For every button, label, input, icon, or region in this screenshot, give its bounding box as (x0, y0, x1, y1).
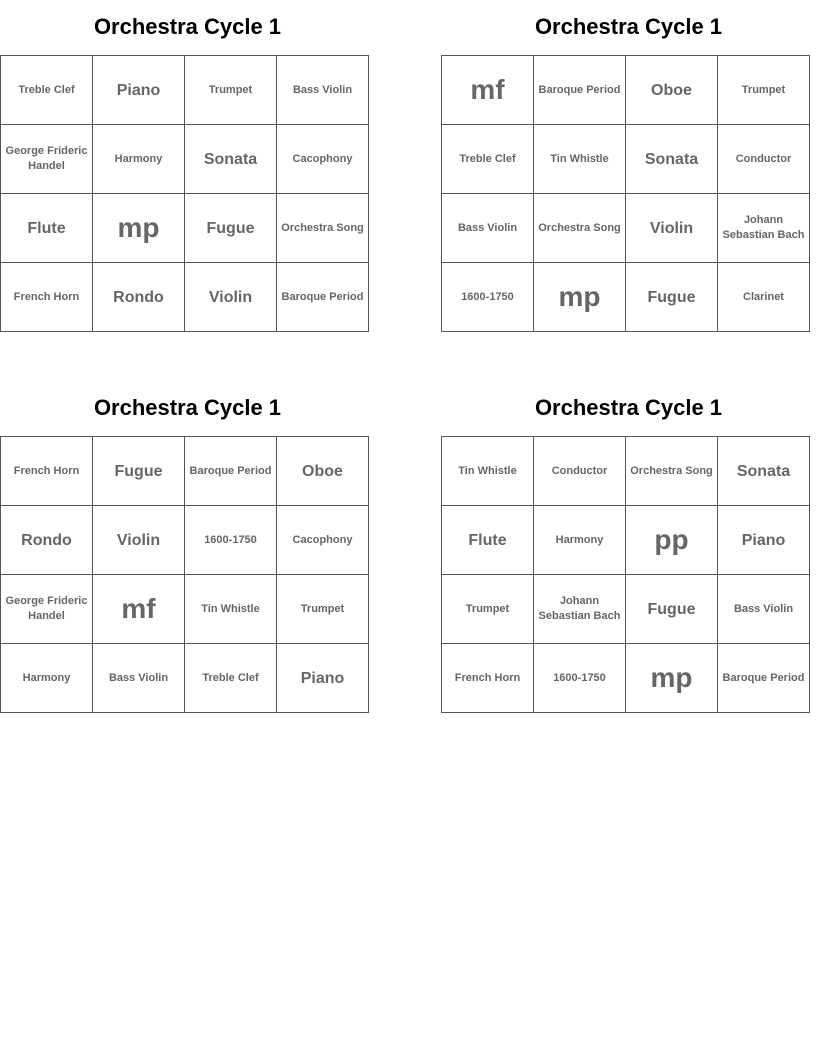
bingo-cell: mf (442, 56, 534, 125)
bingo-cell: 1600-1750 (534, 644, 626, 713)
grid-row (442, 125, 810, 194)
bingo-cell: Baroque Period (277, 263, 369, 332)
bingo-cell: Trumpet (718, 56, 810, 125)
card-title: Orchestra Cycle 1 (93, 14, 282, 39)
bingo-cell: Trumpet (442, 575, 534, 644)
card-title: Orchestra Cycle 1 (93, 395, 282, 420)
bingo-cell: 1600-1750 (185, 506, 277, 575)
bingo-cell: Violin (626, 194, 718, 263)
bingo-cell: Baroque Period (185, 437, 277, 506)
grid-row (442, 644, 810, 713)
bingo-grid (0, 55, 369, 332)
bingo-cell: Conductor (534, 437, 626, 506)
bingo-cell: Orchestra Song (277, 194, 369, 263)
bingo-cell: Rondo (1, 506, 93, 575)
bingo-cell: Sonata (626, 125, 718, 194)
bingo-cell: Trumpet (185, 56, 277, 125)
bingo-cell: Bass Violin (93, 644, 185, 713)
bingo-cell: French Horn (1, 263, 93, 332)
grid-row (1, 56, 369, 125)
bingo-cell: Tin Whistle (442, 437, 534, 506)
bingo-grid (441, 55, 810, 332)
bingo-cell: Baroque Period (534, 56, 626, 125)
bingo-cell: Tin Whistle (185, 575, 277, 644)
bingo-cell: Fugue (93, 437, 185, 506)
bingo-cell: Baroque Period (718, 644, 810, 713)
grid-row (442, 575, 810, 644)
bingo-grid (0, 436, 369, 713)
bingo-cell: mp (534, 263, 626, 332)
bingo-grid (441, 436, 810, 713)
grid-row (1, 125, 369, 194)
grid-row (1, 644, 369, 713)
bingo-cell: Clarinet (718, 263, 810, 332)
bingo-cell: Conductor (718, 125, 810, 194)
bingo-cell: Oboe (277, 437, 369, 506)
grid-row (1, 437, 369, 506)
bingo-cell: Piano (277, 644, 369, 713)
bingo-cell: Sonata (185, 125, 277, 194)
grid-row (442, 194, 810, 263)
bingo-cell: Fugue (626, 263, 718, 332)
bingo-cell: Violin (185, 263, 277, 332)
grid-row (442, 56, 810, 125)
bingo-cell: Johann Sebastian Bach (534, 575, 626, 644)
bingo-cell: Treble Clef (442, 125, 534, 194)
bingo-cell: French Horn (442, 644, 534, 713)
card-title: Orchestra Cycle 1 (534, 395, 723, 420)
bingo-cell: Flute (1, 194, 93, 263)
bingo-cell: Harmony (1, 644, 93, 713)
bingo-cell: Fugue (626, 575, 718, 644)
bingo-cell: French Horn (1, 437, 93, 506)
bingo-cell: Orchestra Song (534, 194, 626, 263)
bingo-cell: Cacophony (277, 125, 369, 194)
bingo-cell: Treble Clef (185, 644, 277, 713)
bingo-cell: Flute (442, 506, 534, 575)
bingo-cell: Oboe (626, 56, 718, 125)
bingo-cell: Johann Sebastian Bach (718, 194, 810, 263)
grid-row (442, 263, 810, 332)
bingo-cell: Orchestra Song (626, 437, 718, 506)
bingo-cell: Bass Violin (277, 56, 369, 125)
bingo-cell: mp (626, 644, 718, 713)
bingo-cell: Bass Violin (442, 194, 534, 263)
bingo-cell: Harmony (93, 125, 185, 194)
bingo-cell: Piano (93, 56, 185, 125)
bingo-cell: Treble Clef (1, 56, 93, 125)
bingo-cell: Bass Violin (718, 575, 810, 644)
grid-row (1, 263, 369, 332)
bingo-cell: pp (626, 506, 718, 575)
bingo-cell: Rondo (93, 263, 185, 332)
bingo-cell: mf (93, 575, 185, 644)
bingo-cell: 1600-1750 (442, 263, 534, 332)
grid-row (442, 506, 810, 575)
grid-row (442, 437, 810, 506)
bingo-cell: Fugue (185, 194, 277, 263)
bingo-cell: George Frideric Handel (1, 125, 93, 194)
card-title: Orchestra Cycle 1 (534, 14, 723, 39)
bingo-cell: Trumpet (277, 575, 369, 644)
bingo-cell: Harmony (534, 506, 626, 575)
grid-row (1, 506, 369, 575)
grid-row (1, 575, 369, 644)
bingo-cell: Sonata (718, 437, 810, 506)
bingo-cell: mp (93, 194, 185, 263)
bingo-cell: George Frideric Handel (1, 575, 93, 644)
bingo-cell: Tin Whistle (534, 125, 626, 194)
bingo-cell: Cacophony (277, 506, 369, 575)
grid-row (1, 194, 369, 263)
bingo-cell: Violin (93, 506, 185, 575)
bingo-cell: Piano (718, 506, 810, 575)
